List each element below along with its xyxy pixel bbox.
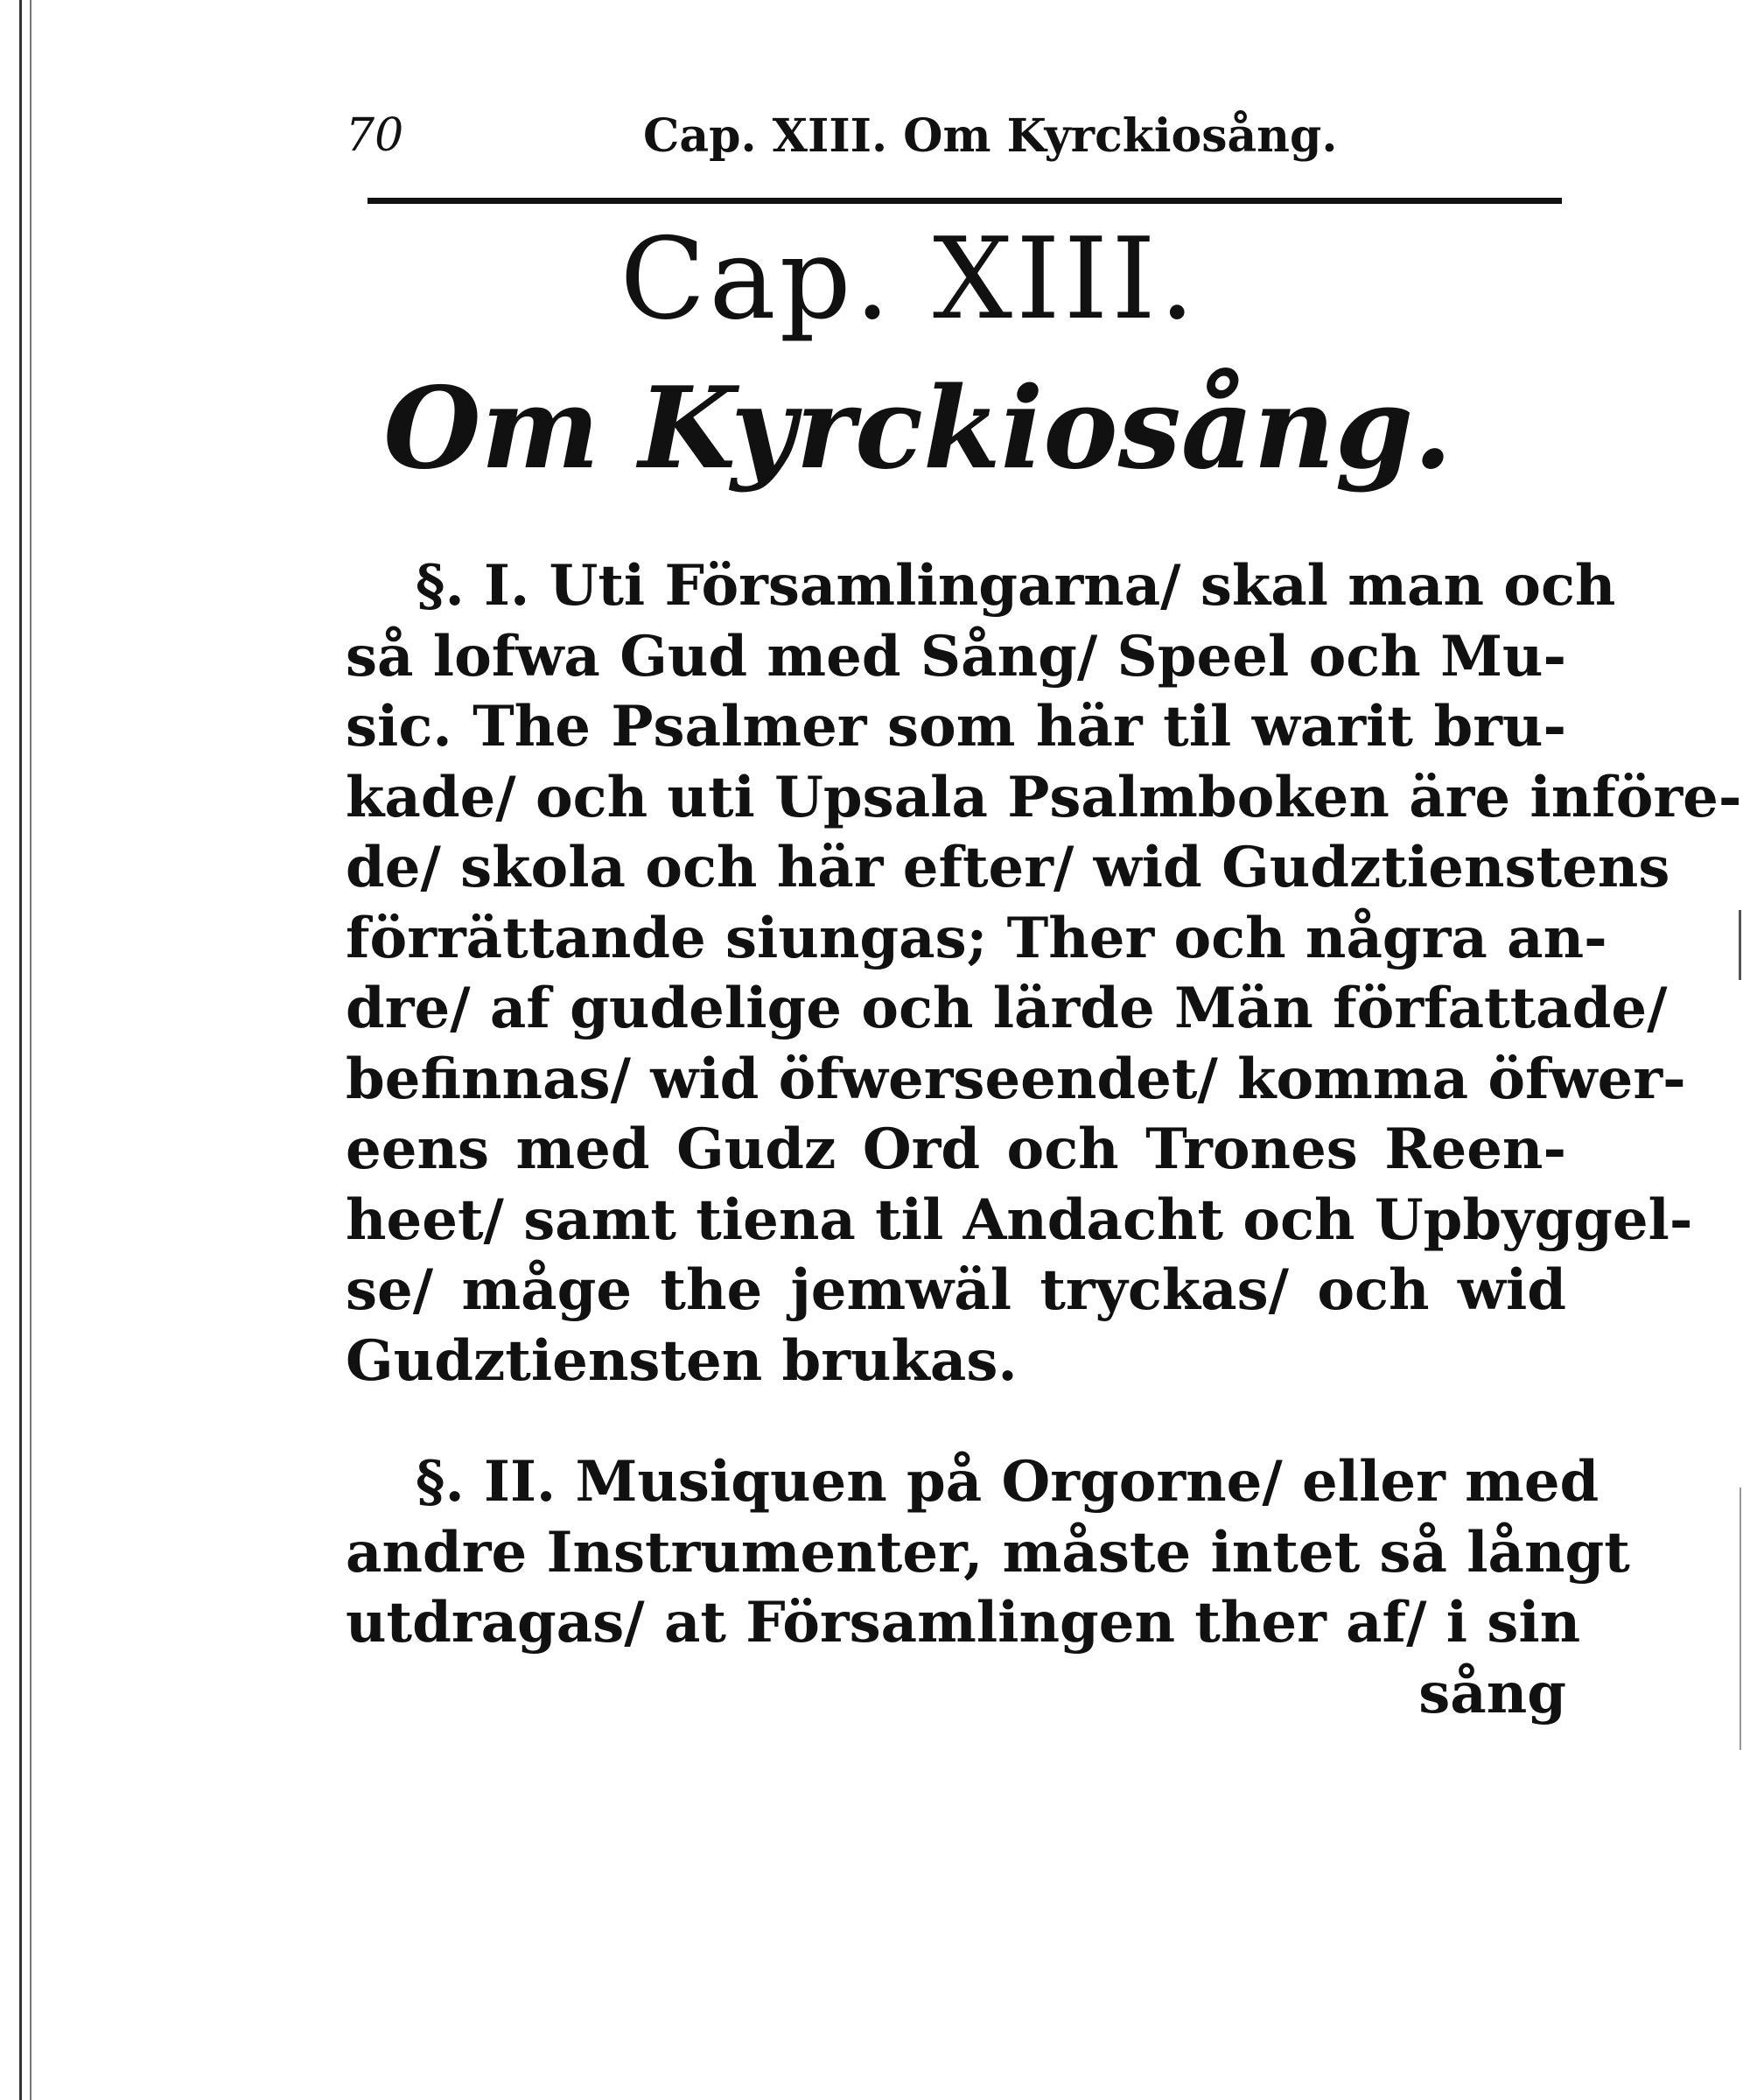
running-header	[346, 109, 1562, 171]
text-line: §. I. Uti Församlingarna/ skal man och	[416, 553, 1616, 619]
text-line: §. II. Musiquen på Orgorne/ eller med	[416, 1449, 1600, 1515]
body-text	[346, 551, 1742, 1729]
scan-mark	[1740, 1488, 1741, 1750]
page-number: 70	[346, 109, 404, 162]
chapter-subtitle: Om Kyrckiosång.	[383, 363, 1452, 494]
text-line: kade/ och uti Upsala Psalmboken äre införe-	[346, 764, 1742, 830]
text-line: så lofwa Gud med Sång/ Speel och Mu-	[346, 623, 1566, 690]
chapter-title: Cap. XIII.	[620, 214, 1199, 345]
text-line: eens med Gudz Ord och Trones Reen-	[346, 1116, 1566, 1182]
header-rule	[368, 198, 1562, 204]
scan-mark	[1739, 910, 1741, 980]
text-line: sic. The Psalmer som här til warit bru-	[346, 694, 1566, 760]
text-line: Gudztiensten brukas.	[346, 1327, 1018, 1394]
text-line: andre Instrumenter, måste intet så långt	[346, 1519, 1630, 1586]
text-line: dre/ af gudelige och lärde Män författade/	[346, 976, 1668, 1041]
text-line: befinnas/ wid öfwerseendet/ komma öfwer-	[346, 1046, 1686, 1112]
text-line: utdragas/ at Församlingen ther af/ i sin	[346, 1590, 1581, 1656]
text-line: förrättande siungas; Ther och några an-	[346, 905, 1607, 971]
text-line: de/ skola och här efter/ wid Gudztienstens	[346, 835, 1670, 900]
text-line: heet/ samt tiena til Andacht och Upbyggel-	[346, 1186, 1693, 1253]
text-line: se/ måge the jemwäl tryckas/ och wid	[346, 1257, 1566, 1323]
catchword: sång	[1418, 1660, 1566, 1726]
running-title: Cap. XIII. Om Kyrckiosång.	[643, 109, 1338, 163]
